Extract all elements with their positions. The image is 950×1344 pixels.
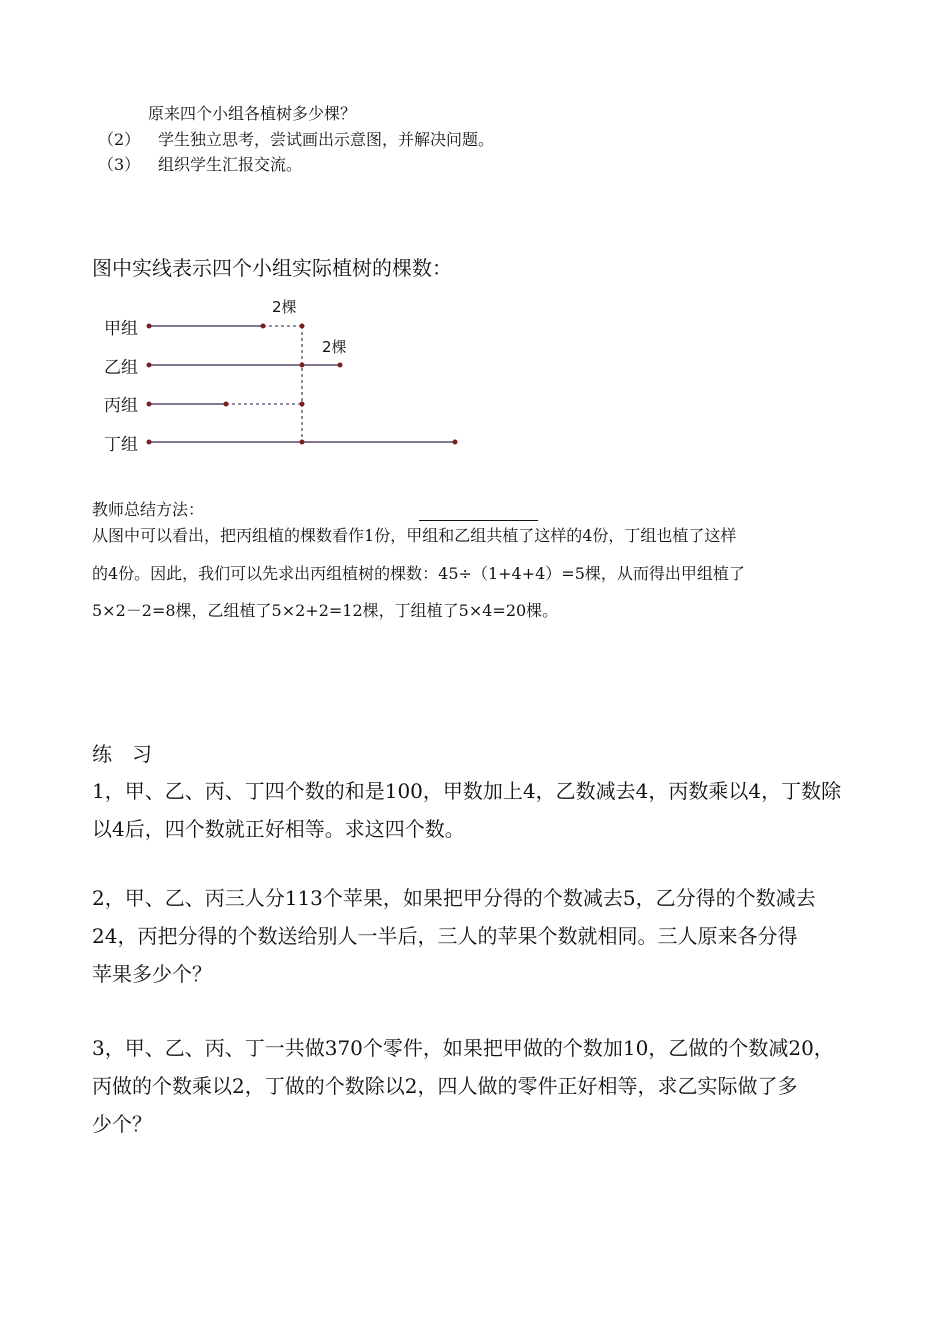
group-label-bing: 丙组 [104,396,138,416]
point [338,363,343,368]
summary-line-1-start: 从图中可以看出，把丙组植的棵数看作 [92,526,365,545]
question-1-line-1: 1，甲、乙、丙、丁四个数的和是100，甲数加上4，乙数减去4，丙数乘以4，丁数除 [92,779,842,803]
summary-line-1-end: 1份，甲组和乙组共植了这样的4份，丁组也植了这样 [364,526,737,545]
point [300,324,305,329]
overline-mark [419,520,538,521]
question-3-line-3: 少个？ [92,1112,152,1136]
step-number: （2） [98,130,141,149]
summary-heading: 教师总结方法： [92,500,205,519]
summary-line-2: 的4份。因此，我们可以先求出丙组植树的棵数：45÷（1+4+4）=5棵，从而得出甲组植了 [92,564,745,583]
question-line: 原来四个小组各植树多少棵？ [148,104,357,123]
point [261,324,266,329]
group-label-ding: 丁组 [104,435,138,455]
group-label-yi: 乙组 [104,358,138,378]
step-text: 组织学生汇报交流。 [158,155,303,174]
practice-title: 练 习 [92,742,152,766]
point [147,324,152,329]
point [300,440,305,445]
segment-diagram [0,0,950,480]
group-label-jia: 甲组 [104,319,138,339]
question-2-line-3: 苹果多少个？ [92,962,212,986]
question-3-line-2: 丙做的个数乘以2，丁做的个数除以2，四人做的零件正好相等，求乙实际做了多 [92,1074,798,1098]
point [300,402,305,407]
step-text: 学生独立思考，尝试画出示意图，并解决问题。 [158,130,495,149]
step-number: （3） [98,155,141,174]
annotation-2-trees-mid: 2棵 [322,338,347,356]
annotation-2-trees-top: 2棵 [272,298,297,316]
point [453,440,458,445]
point [147,440,152,445]
question-2-line-2: 24，丙把分得的个数送给别人一半后，三人的苹果个数就相同。三人原来各分得 [92,924,798,948]
diagram-caption: 图中实线表示四个小组实际植树的棵数： [92,256,452,280]
question-1-line-2: 以4后，四个数就正好相等。求这四个数。 [92,817,465,841]
point [147,402,152,407]
point [224,402,229,407]
point [147,363,152,368]
summary-line-3: 5×2－2=8棵，乙组植了5×2+2=12棵，丁组植了5×4=20棵。 [92,601,559,620]
question-2-line-1: 2，甲、乙、丙三人分113个苹果，如果把甲分得的个数减去5，乙分得的个数减去 [92,886,816,910]
summary-line-1 [92,523,736,546]
question-3-line-1: 3，甲、乙、丙、丁一共做370个零件，如果把甲做的个数加10，乙做的个数减20， [92,1036,834,1060]
point [300,363,305,368]
